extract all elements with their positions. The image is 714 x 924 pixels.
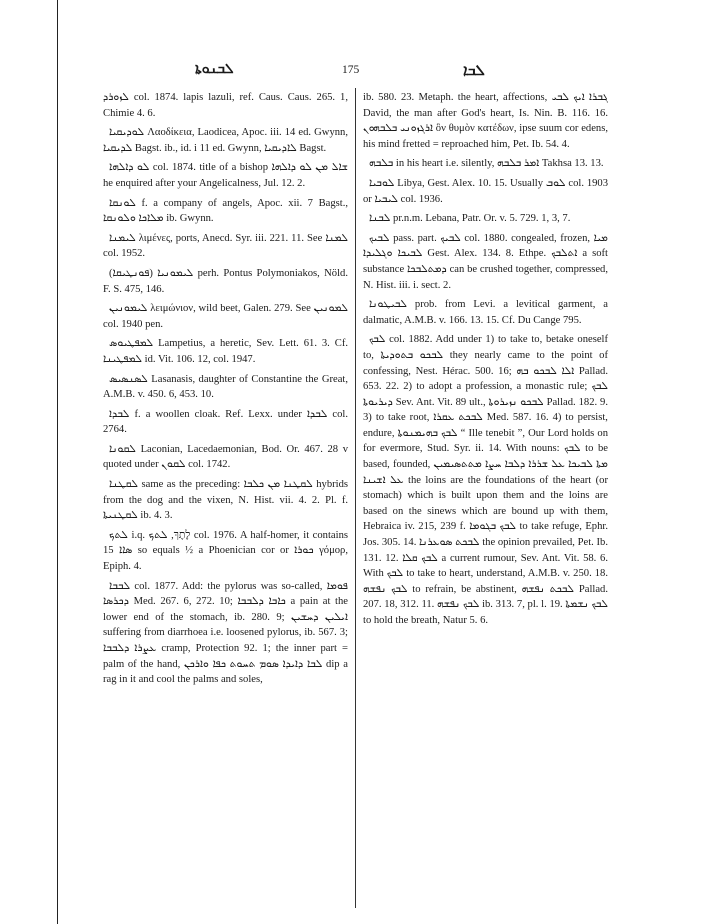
page-number: 175 xyxy=(342,64,360,76)
entry: ܠܒܝܟ pass. part. ܠܒܝܟ col. 1880. congealed, frozen, ܡܝܐ ܠܒܝܟܐ ܘܓܠܝܕܐ Gest. Alex. 134. 8. Ethpe. ܐܬܠܒܟ a soft substance ܕܡܬܠܒܟܐ can be crushed together, compressed, N. Hist. iii. i. sect. 2. xyxy=(363,232,608,291)
entry: ܠܩܛܢܐ same as the preceding: ܠܩܛܢܐ ܡܢ ܟܠܒܐ hybrids from the dog and the vixen, N. Hist. vii. 4. 2. Pl. f. ܠܩܛܢܝܬܐ ib. 4. 3. xyxy=(103,479,349,522)
entry: ܠܣܢܣܝܣ Lasanasis, daughter of Constantine the Great, A.M.B. v. 450. 6, 453. 10. xyxy=(103,373,348,401)
entry: ܠܒܒܐ col. 1877. Add: the pylorus was so-called, ܦܘܡܐ ܕܟܪܣܐ Med. 267. 6, 272. 10; ܟܐܒܐ ܕܠܒܒܐ a pain at the lower end of the stomach, ib. 280. 9; ܐܝܠܝܢ ܕܚܫܝܢ suffering from diarrhoea i.e. loosened pylorus, ib. 567. 3; ܥܨܪܐ ܕܠܒܒܐ cramp, Protection 92. 1; the inner part = palm of the hand, ܠܒܐ ܕܐܝܕܐ ܣܘܡ ܬܚܘܬ ܟܦܐ ܘܐܪܟܢ dip a rag in it and cool the palms and soles, xyxy=(103,580,348,686)
entry: ܠܙܘܪܕ col. 1874. lapis lazuli, ref. Caus. Caus. 265. 1, Chimie 4. 6. xyxy=(103,92,348,119)
entry: ܒܠܒܗ in his heart i.e. silently, ܐܡܪ ܒܠܒܗ Takhsa 13. 13. xyxy=(369,158,604,170)
entry: ib. 580. 23. Metaph. the heart, affections, ܓܒܪܐ ܐܝܟ ܠܒܝ David, the man after God's heart, Is. Nin. B. 116. 16. ܐܪܓܙܘܢܝ ܒܠܒܗܘܢ ὃν θυμὸν κατέδων, ipse suum cor edens, his mind fretted = reproached him, Pet. Ib. 54. 4. xyxy=(363,92,609,150)
entry: ܠܘܒܝܐ Libya, Gest. Alex. 10. 15. Usually ܠܘܒ col. 1903 or ܠܝܒܝܐ col. 1936. xyxy=(363,177,609,205)
right-column xyxy=(363,90,608,633)
entry: ܠܒܢܐ pr.n.m. Lebana, Patr. Or. v. 5. 729. 1, 3, 7. xyxy=(369,213,571,225)
page-edge xyxy=(0,0,58,924)
entry: ܠܒܟ col. 1882. Add under 1) to take to, betake oneself to, ܠܒܟܘ ܒܬܘܕܝܬܐ they nearly came to the point of confessing, Nest. Hérac. 500. 16; ܐܠܐ ܠܒܟܘ ܒܗ Pallad. 653. 22. 2) to adopt a profession, a monastic rule; ܠܒܟ ܕܝܪܝܘܬܐ Sev. Ant. Vit. 89 ult., ܠܒܟܘ ܢܙܝܪܘܬܐ Pallad. 182. 9. 3) to take root, ܠܒܟܬ ܥܩܪܐ Med. 587. 16. 4) to persist, endure, ܠܒܟ ܒܗܝܡܢܘܬܐ “ Ille tenebit ”, Our Lord holds on for evermore, Stud. Syr. ii. 14. With nouns: ܠܒܟ to be based, founded, ܡܬܐ ܠܒܝܟܐ ܥܠ ܫܪܪܐ ܕܠܒܐ ܚܨܐ ܡܬܬܣܝܡܝܢ ܥܠ ܐܫܝܢܐ the loins are the foundations of the heart (or stomach) which is built upon them and the loins are based on the sinews which are bound up with them, Hebraica iv. 215, 239 f. ܠܒܟ ܒܓܘܡܐ to take refuge, Ephr. Jos. 305. 14. ܠܒܟܬ ܣܘܥܪܢܐ the opinion prevailed, Pet. Ib. 131. 12. ܠܒܟ ܩܠܐ a current rumour, Sev. Ant. Vit. 58. 6. With ܠܒܟ to take to heart, understand, A.M.B. v. 250. 18. ܠܒܟ ܢܦܫܗ to refrain, be abstinent, ܠܒܟܬ ܢܦܫܗ Pallad. 207. 18, 312. 11. ܠܒܟ ܢܦܫܗ ib. 313. 7, pl. l. 19. ܠܒܟ ܢܫܡܬܐ to hold the breath, Natur 5. 6. xyxy=(363,334,609,626)
entry: ܠܝܡܘܢܝܐ (ܦܘܢܛܝܩܐ) perh. Pontus Polymoniakos, Nöld. F. S. 475, 146. xyxy=(103,267,348,295)
entry: ܠܝܡܘܢܝܢ λειμώνιον, wild beet, Galen. 279. See ܠܡܘܢܝܢ col. 1940 pen. xyxy=(103,303,348,330)
entry: ܠܩܘܢܐ Laconian, Lacedaemonian, Bod. Or. 467. 28 v quoted under ܠܩܘܢ col. 1742. xyxy=(103,443,348,471)
entry: ܠܒܝܛܘܢܐ prob. from Levi. a levitical garment, a dalmatic, A.M.B. v. 166. 13. 15. Cf. Du Cange 795. xyxy=(363,299,608,326)
entry: ܠܡܦܛܝܘܣ Lampetius, a heretic, Sev. Lett. 61. 3. Cf. ܠܡܦܛܝܢܐ id. Vit. 106. 12, col. 1947. xyxy=(103,338,348,365)
entry: ܠܘܕܝܩܝܐ Λαοδίκεια, Laodicea, Apoc. iii. 14 ed. Gwynn, ܠܕܝܩܝܐ Bagst. ib., id. i 11 ed. Gwynn, ܠܐܕܝܩܝܐ Bagst. xyxy=(103,127,348,154)
entry: ܠܬܟ i.q. לֶתֶךְ, ܠܬܟ col. 1976. A half-homer, it contains 15 ܣܐܐ so equals ½ a Phoenician cor or ܟܘܪܐ γόμορ, Epiph. 4. xyxy=(103,529,348,573)
entry: ܠܒܕܐ f. a woollen cloak. Ref. Lexx. under ܠܒܕܐ col. 2764. xyxy=(103,408,349,436)
column-divider xyxy=(355,88,356,908)
entry: ܠܘ ܕܐܠܗܐ col. 1874. title of a bishop ܫܐܠ ܡܢ ܠܘ ܕܐܠܗܐ he enquired after your Angelicalness, Jul. 12. 2. xyxy=(103,162,348,189)
header-left-word: ܠܒܢܘܬܐ xyxy=(195,62,234,77)
entry: ܠܝܡܢܐ λιμένες, ports, Anecd. Syr. iii. 221. 11. See ܠܡܢܐ col. 1952. xyxy=(103,232,348,260)
page-header xyxy=(0,62,714,82)
left-column xyxy=(103,90,348,692)
header-right-word: ܠܒܐ xyxy=(463,63,485,79)
entry: ܠܘܢܩܐ f. a company of angels, Apoc. xii. 7 Bagst., ܡܠܐܟܐ ܘܠܘܢܩܐ ib. Gwynn. xyxy=(103,197,348,225)
